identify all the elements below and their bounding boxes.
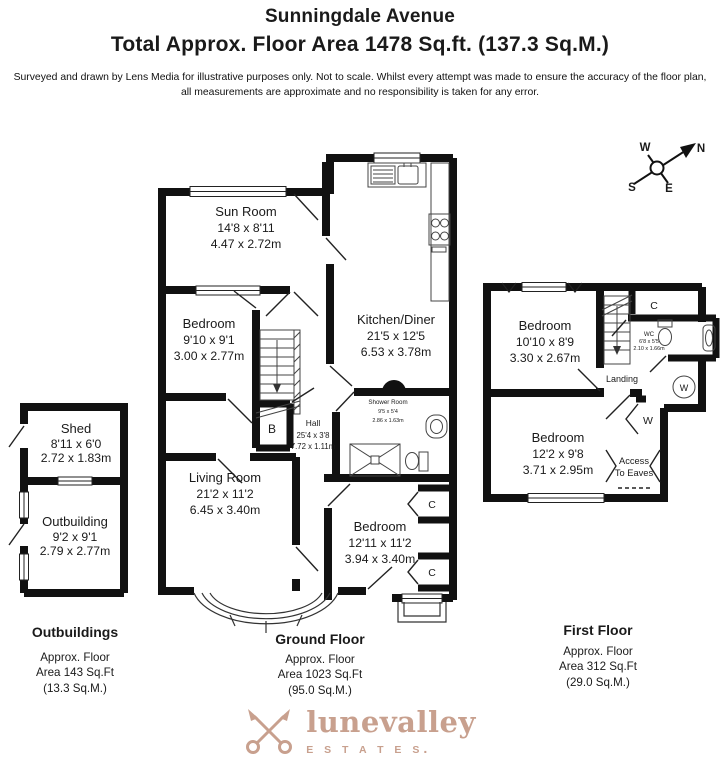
logo-text	[306, 705, 476, 756]
logo-brand: lunevalley	[306, 705, 476, 739]
hall-name: Hall	[305, 418, 321, 428]
kitchen-m: 6.53 x 3.78m	[360, 345, 432, 359]
outbuildings-floor-label: Outbuildings	[31, 624, 119, 640]
sink-drainer	[371, 166, 395, 184]
cupboard-marker-2: C	[428, 567, 436, 579]
bay-window-square	[398, 602, 446, 622]
shed-m: 2.72 x 1.83m	[40, 451, 112, 465]
living-room-ft: 21'2 x 11'2	[196, 487, 254, 501]
access-eaves-line2: To Eaves	[614, 468, 654, 478]
first-floor-label: First Floor	[563, 622, 633, 638]
compass-s-label: S	[628, 182, 636, 194]
kitchen-name: Kitchen/Diner	[356, 312, 436, 327]
shed-ft: 8'11 x 6'0	[50, 437, 102, 451]
page-title: Sunningdale Avenue	[264, 6, 456, 27]
ground-floor-area-3: (95.0 Sq.M.)	[288, 684, 352, 697]
outbuilding-m: 2.79 x 2.77m	[39, 544, 111, 558]
stairs-arrow	[273, 384, 281, 393]
disclaimer-line-1: Surveyed and drawn by Lens Media for illustrative purposes only. Not to scale. Whilst every attempt was made to ensure the accuracy of the floor plan,	[13, 72, 707, 83]
shed-name: Shed	[60, 421, 92, 436]
logo-tagline: E S T A T E S.	[306, 740, 428, 756]
wc-toilet	[659, 329, 672, 346]
outbuildings-plan	[9, 403, 124, 593]
shower-room-m: 2.86 x 1.63m	[372, 418, 404, 424]
living-room-m: 6.45 x 3.40m	[189, 503, 261, 517]
cupboard-marker-1: C	[428, 499, 436, 511]
ff-rear-bedroom-name: Bedroom	[531, 430, 585, 445]
ff-cupboard-marker: C	[650, 300, 658, 312]
hall-m: 7.72 x 1.11m	[290, 442, 336, 451]
ff-front-bedroom-m: 3.30 x 2.67m	[509, 351, 581, 365]
gf-bedroom-ft: 9'10 x 9'1	[183, 333, 235, 347]
kitchen-ft: 21'5 x 12'5	[366, 329, 426, 343]
gf-rear-bedroom-name: Bedroom	[353, 519, 407, 534]
gf-rear-bedroom-m: 3.94 x 3.40m	[344, 552, 416, 566]
round-window-marker: W	[679, 383, 689, 393]
landing-label: Landing	[605, 374, 639, 384]
logo-dot: .	[423, 740, 428, 756]
toilet	[406, 453, 419, 470]
ff-front-bedroom-name: Bedroom	[518, 318, 572, 333]
gf-bedroom-name: Bedroom	[182, 316, 236, 331]
outbuildings-area-3: (13.3 Sq.M.)	[43, 682, 107, 695]
sun-room-m: 4.47 x 2.72m	[210, 237, 282, 251]
wardrobe-marker: W	[643, 415, 653, 427]
shower-room-fixtures	[350, 415, 447, 476]
compass-w-label: W	[639, 142, 651, 154]
sink-basin	[398, 166, 418, 184]
total-area-subtitle: Total Approx. Floor Area 1478 Sq.ft. (137.3 Sq.M.)	[110, 33, 610, 56]
ground-floor-plan	[158, 153, 453, 633]
hob	[429, 214, 450, 245]
floor-area-labels	[32, 622, 638, 697]
wc-m: 2.10 x 1.66m	[633, 346, 665, 352]
compass-hub	[651, 162, 664, 175]
agency-logo	[0, 705, 720, 756]
shower-room-ft: 9'5 x 5'4	[378, 409, 398, 415]
crossed-keys-icon	[244, 709, 294, 755]
ff-rear-bedroom-ft: 12'2 x 9'8	[532, 447, 584, 461]
shower-room-name: Shower Room	[368, 399, 408, 406]
disclaimer-line-2: all measurements are approximate and no responsibility is taken for any error.	[180, 87, 540, 99]
compass-n-label: N	[696, 143, 706, 155]
bay-window-curved	[194, 593, 338, 633]
hand-basin	[426, 415, 447, 438]
ff-rear-bedroom-m: 3.71 x 2.95m	[522, 463, 594, 477]
first-floor-area-3: (29.0 Sq.M.)	[566, 676, 630, 689]
outbuilding-ft: 9'2 x 9'1	[52, 530, 98, 544]
wc-ft: 6'8 x 5'5	[639, 339, 659, 345]
gf-rear-bedroom-ft: 12'11 x 11'2	[348, 536, 412, 550]
hall-ft: 25'4 x 3'8	[296, 431, 330, 440]
outbuilding-name: Outbuilding	[42, 514, 108, 529]
wc-name: WC	[643, 331, 655, 338]
kitchen-fixtures	[368, 163, 450, 301]
chimney-breast	[382, 380, 406, 392]
gf-bedroom-m: 3.00 x 2.77m	[173, 349, 245, 363]
ground-floor-walls	[158, 158, 453, 600]
outbuildings-area-2: Area 143 Sq.Ft	[36, 666, 114, 679]
ground-floor-label: Ground Floor	[275, 631, 365, 647]
boiler-marker: B	[267, 422, 277, 436]
first-floor-plan	[483, 283, 716, 503]
compass-e-label: E	[665, 183, 673, 195]
sun-room-ft: 14'8 x 8'11	[217, 221, 275, 235]
access-eaves-line1: Access	[619, 456, 649, 466]
sun-room-name: Sun Room	[215, 204, 277, 219]
ground-floor-area-1: Approx. Floor	[285, 653, 355, 666]
first-floor-area-2: Area 312 Sq.Ft	[559, 660, 637, 673]
first-floor-area-1: Approx. Floor	[563, 645, 633, 658]
ff-front-bedroom-ft: 10'10 x 8'9	[515, 335, 575, 349]
ground-floor-area-2: Area 1023 Sq.Ft	[277, 668, 363, 681]
outbuildings-area-1: Approx. Floor	[40, 651, 110, 664]
living-room-name: Living Room	[188, 470, 262, 485]
compass-north-arrow	[680, 143, 696, 158]
